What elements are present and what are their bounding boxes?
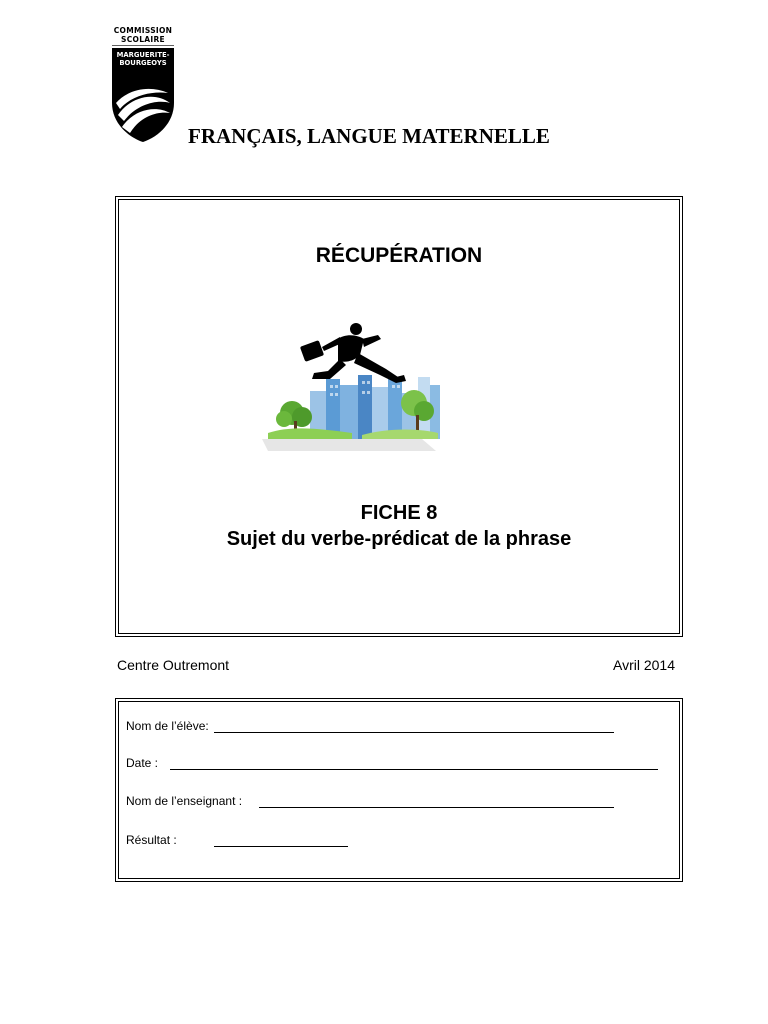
date-field-label: Date :: [126, 756, 159, 770]
centre-label: Centre Outremont: [117, 657, 230, 673]
logo-line-commission: COMMISSION: [113, 26, 173, 35]
teacher-name-label: Nom de l’enseignant :: [126, 794, 243, 808]
school-board-logo: [110, 23, 176, 143]
document-date: Avril 2014: [612, 657, 675, 673]
fiche-subject: Sujet du verbe-prédicat de la phrase: [226, 528, 572, 550]
logo-line-scolaire: SCOLAIRE: [121, 35, 165, 44]
cover-heading: RÉCUPÉRATION: [315, 244, 483, 267]
student-info-form: [115, 698, 683, 882]
fiche-number: FICHE 8: [360, 502, 438, 524]
student-name-label: Nom de l’élève:: [126, 719, 209, 733]
student-name-field[interactable]: [214, 732, 614, 733]
cover-frame: [115, 196, 683, 637]
logo-line-bourgeoys: BOURGEOYS: [119, 59, 167, 67]
page-title: FRANÇAIS, LANGUE MATERNELLE: [188, 124, 550, 148]
result-label: Résultat :: [126, 833, 177, 847]
businessman-jumping-icon: [262, 321, 452, 455]
logo-line-marguerite: MARGUERITE-: [116, 51, 170, 59]
teacher-name-field[interactable]: [259, 807, 614, 808]
result-field[interactable]: [214, 846, 348, 847]
date-field[interactable]: [170, 769, 658, 770]
